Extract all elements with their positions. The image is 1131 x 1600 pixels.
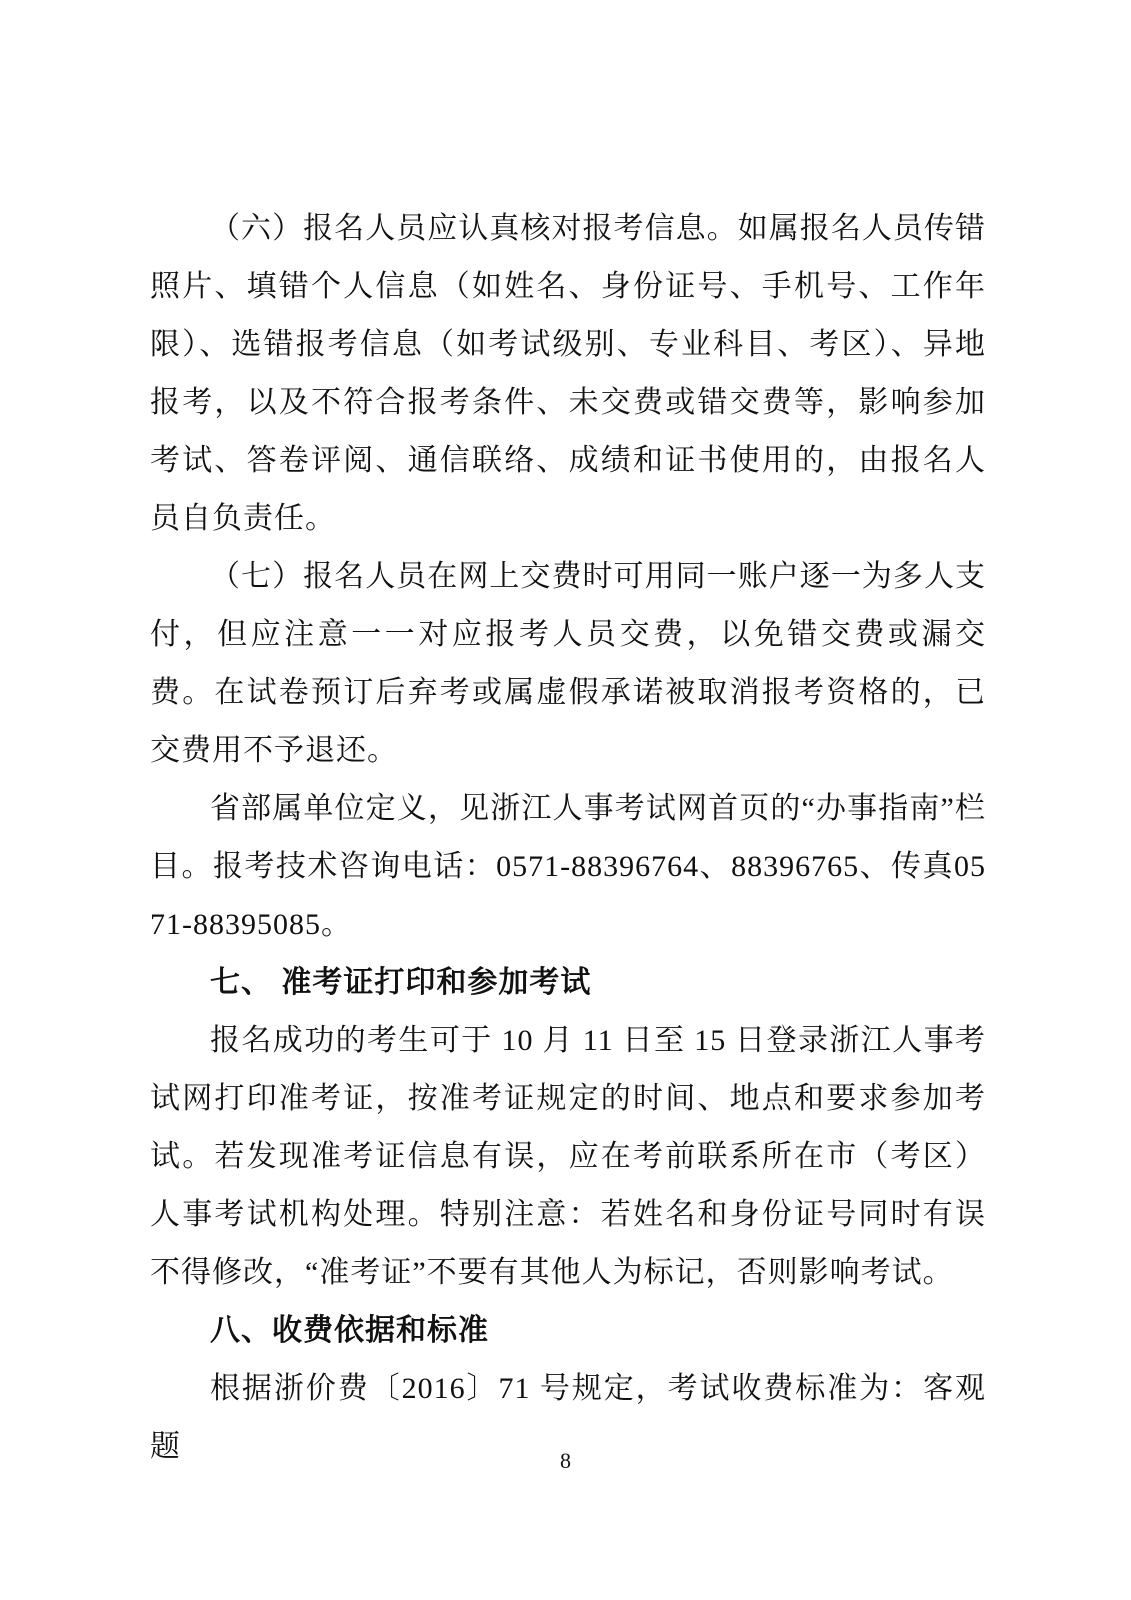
paragraph-fee-standard: 根据浙价费〔2016〕71 号规定，考试收费标准为：客观题 (150, 1372, 986, 1463)
page-number: 8 (560, 1448, 571, 1473)
paragraph-contact-info: 省部属单位定义，见浙江人事考试网首页的“办事指南”栏目。报考技术咨询电话：0571-88396764、88396765、传真0571-88395085。 (150, 792, 986, 941)
section-heading-7: 七、 准考证打印和参加考试 (210, 966, 592, 999)
paragraph-admission-ticket: 报名成功的考生可于 10 月 11 日至 15 日登录浙江人事考试网打印准考证，按准考证规定的时间、地点和要求参加考试。若发现准考证信息有误，应在考前联系所在市（考区）人事考试机构处理。特别注意：若姓名和身份证号同时有误不得修改，“准考证”不要有其他人为标记，否则影响考试。 (150, 1024, 986, 1289)
document-body (150, 200, 986, 1476)
section-heading-8: 八、收费依据和标准 (210, 1314, 489, 1347)
paragraph-item-6: （六）报名人员应认真核对报考信息。如属报名人员传错照片、填错个人信息（如姓名、身份证号、手机号、工作年限）、选错报考信息（如考试级别、专业科目、考区）、异地报考，以及不符合报考条件、未交费或错交费等，影响参加考试、答卷评阅、通信联络、成绩和证书使用的，由报名人员自负责任。 (150, 212, 986, 535)
paragraph-item-7: （七）报名人员在网上交费时可用同一账户逐一为多人支付，但应注意一一对应报考人员交费，以免错交费或漏交费。在试卷预订后弃考或属虚假承诺被取消报考资格的，已交费用不予退还。 (150, 560, 986, 767)
